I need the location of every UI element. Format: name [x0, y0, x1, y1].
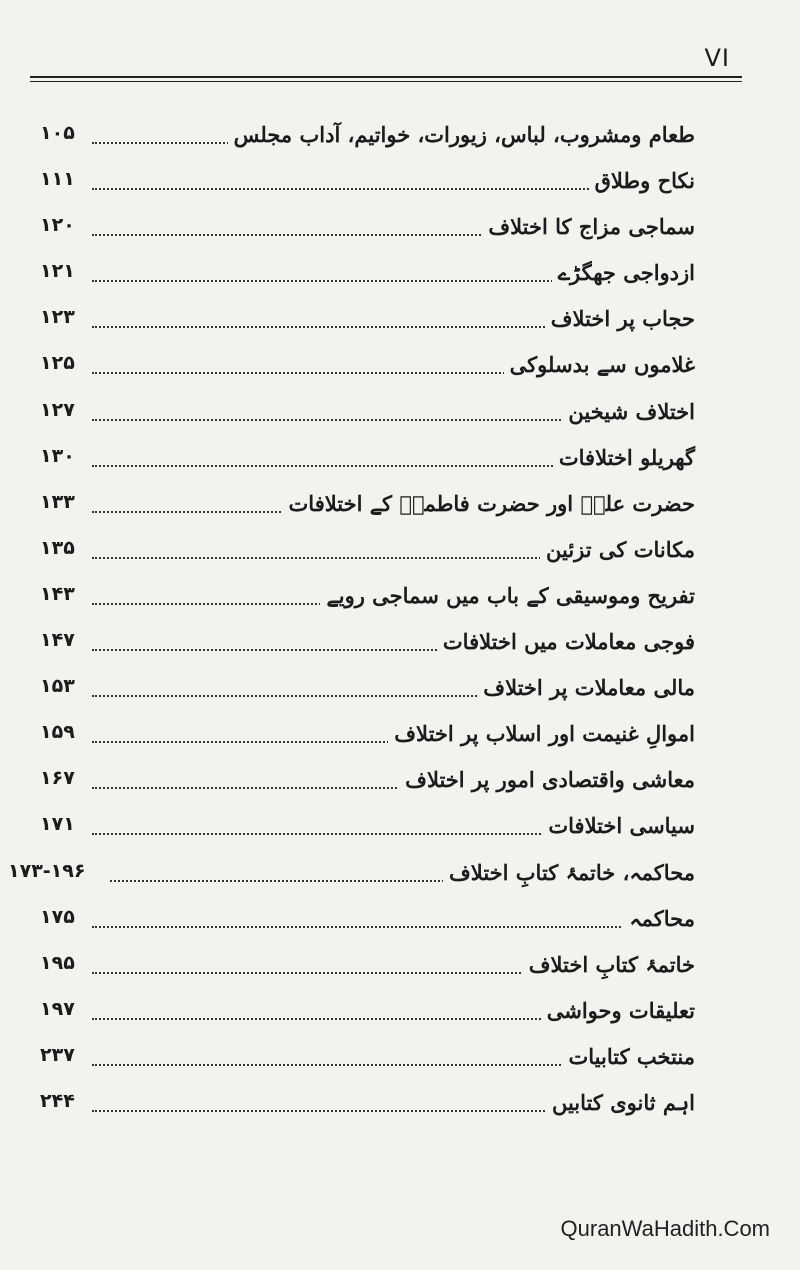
entry-title: تفریح وموسیقی کے باب میں سماجی رویے [320, 583, 695, 608]
entry-page: ۱۷۳-۱۹۶ [8, 859, 86, 882]
entry-title: خاتمۂ کتابِ اختلاف [523, 952, 695, 977]
toc-row [0, 763, 800, 809]
entry-page: ۱۳۰ [40, 444, 75, 467]
entry-page: ۱۶۷ [40, 767, 75, 790]
toc-row [0, 164, 800, 210]
toc-row [0, 1040, 800, 1086]
entry-title: اموالِ غنیمت اور اسلاب پر اختلاف [388, 721, 695, 746]
entry-title: منتخب کتابیات [563, 1044, 696, 1069]
entry-page: ۱۲۷ [40, 398, 75, 421]
entry-page: ۱۹۷ [40, 997, 75, 1020]
entry-title: طعام ومشروب، لباس، زیورات، خواتیم، آداب مجلس [228, 122, 695, 147]
entry-page: ۱۱۱ [40, 168, 75, 191]
table-of-contents [0, 118, 800, 1132]
entry-title: معاشی واقتصادی امور پر اختلاف [399, 767, 695, 792]
toc-row [0, 210, 800, 256]
entry-page: ۱۵۹ [40, 721, 75, 744]
toc-row [0, 533, 800, 579]
entry-title: محاکمہ [623, 906, 695, 931]
entry-title: سیاسی اختلافات [542, 813, 695, 838]
entry-page: ۱۲۵ [40, 352, 75, 375]
toc-row [0, 1086, 800, 1132]
entry-page: ۱۴۷ [40, 629, 75, 652]
entry-page: ۱۳۳ [40, 490, 75, 513]
dot-leader [92, 910, 692, 928]
entry-title: نکاح وطلاق [589, 168, 695, 193]
entry-title: تعلیقات وحواشی [541, 998, 695, 1023]
toc-row [0, 302, 800, 348]
toc-row [0, 717, 800, 763]
toc-row [0, 441, 800, 487]
toc-row [0, 118, 800, 164]
entry-page: ۲۴۴ [40, 1089, 75, 1112]
entry-title: حجاب پر اختلاف [545, 306, 695, 331]
site-watermark: QuranWaHadith.Com [560, 1216, 770, 1241]
toc-row [0, 579, 800, 625]
entry-title: فوجی معاملات میں اختلافات [437, 629, 695, 654]
entry-title: محاکمہ، خاتمۂ کتابِ اختلاف [443, 860, 695, 885]
entry-title: حضرت علیؓ اور حضرت فاطمہؓ کے اختلافات [283, 491, 695, 516]
entry-page: ۱۹۵ [40, 951, 75, 974]
entry-title: ازدواجی جھگڑے [552, 260, 695, 285]
entry-title: مکانات کی تزئین [540, 537, 695, 562]
toc-row [0, 994, 800, 1040]
entry-title: مالی معاملات پر اختلاف [477, 675, 695, 700]
toc-row [0, 625, 800, 671]
entry-page: ۱۲۱ [40, 260, 75, 283]
toc-row [0, 487, 800, 533]
entry-page: ۱۲۰ [40, 214, 75, 237]
header-rule [30, 76, 742, 82]
entry-page: ۱۲۳ [40, 306, 75, 329]
entry-page: ۱۴۳ [40, 582, 75, 605]
entry-title: سماجی مزاج کا اختلاف [482, 214, 695, 239]
entry-page: ۱۰۵ [40, 122, 75, 144]
toc-row [0, 256, 800, 302]
entry-page: ۱۳۵ [40, 536, 75, 559]
entry-page: ۲۳۷ [40, 1043, 75, 1066]
toc-row [0, 902, 800, 948]
toc-row [0, 948, 800, 994]
toc-row [0, 395, 800, 441]
entry-title: اختلاف شیخین [562, 399, 695, 424]
entry-page: ۱۷۱ [40, 813, 75, 836]
entry-title: اہم ثانوی کتابیں [546, 1090, 695, 1115]
page-number: VI [704, 44, 730, 72]
entry-title: غلاموں سے بدسلوکی [504, 352, 695, 377]
toc-row [0, 348, 800, 394]
toc-row [0, 856, 800, 902]
toc-row [0, 671, 800, 717]
entry-page: ۱۷۵ [40, 905, 75, 928]
toc-row [0, 809, 800, 855]
entry-page: ۱۵۳ [40, 675, 75, 698]
entry-title: گھریلو اختلافات [553, 445, 695, 470]
